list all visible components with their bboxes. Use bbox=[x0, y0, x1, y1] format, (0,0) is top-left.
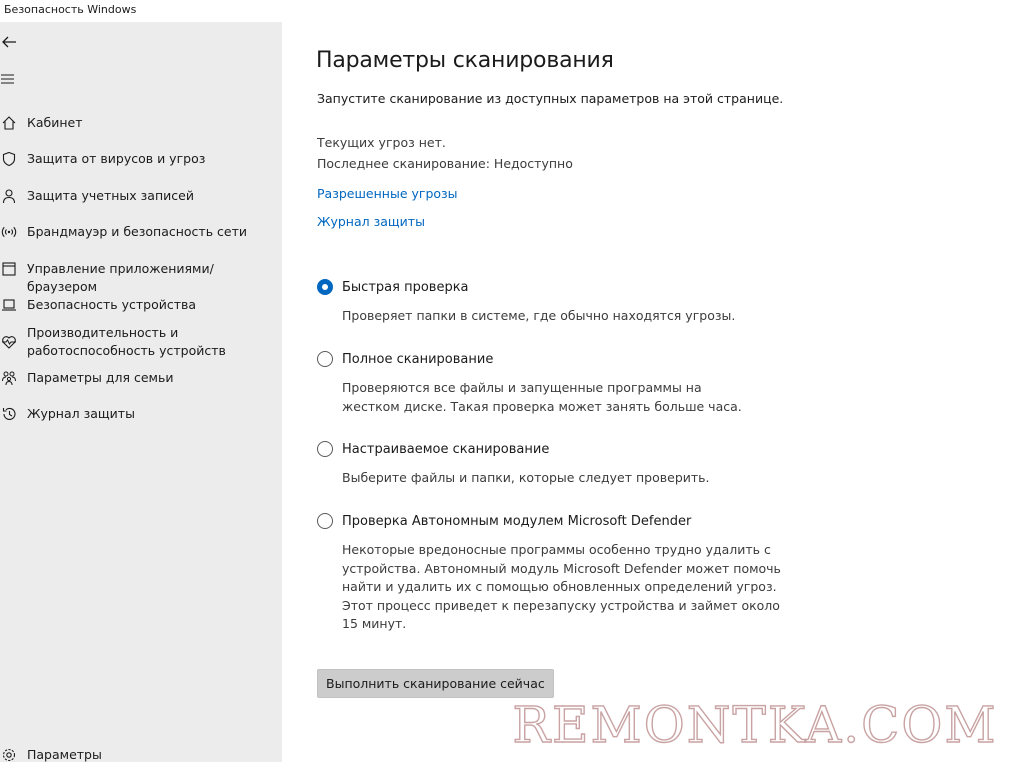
sidebar-item-family[interactable] bbox=[0, 369, 280, 387]
full-scan-radio[interactable] bbox=[317, 351, 333, 367]
offline-scan-radio[interactable] bbox=[317, 513, 333, 529]
sidebar bbox=[0, 22, 282, 762]
sidebar-item-label: Параметры bbox=[27, 747, 102, 762]
sidebar-item-label: Кабинет bbox=[27, 115, 83, 130]
threat-status: Текущих угроз нет. bbox=[317, 135, 446, 150]
full-scan-description: Проверяются все файлы и запущенные программы на жестком диске. Такая проверка может занять больше часа. bbox=[342, 380, 742, 414]
full-scan-label[interactable]: Полное сканирование bbox=[342, 351, 494, 367]
scan-option-full bbox=[317, 351, 837, 416]
back-arrow-icon bbox=[0, 33, 18, 51]
scan-now-button[interactable]: Выполнить сканирование сейчас bbox=[317, 669, 554, 698]
sidebar-item-virus-protection[interactable] bbox=[0, 150, 280, 168]
gear-icon bbox=[0, 746, 18, 764]
offline-scan-description: Некоторые вредоносные программы особенно трудно удалить с устройства. Автономный модуль Microsoft Defender может помочь найти и удалить их с помощью обновленных определений угроз. Этот процесс приведет к перезапуску устройства и займет около 15 минут. bbox=[342, 542, 781, 631]
allowed-threats-link[interactable]: Разрешенные угрозы bbox=[317, 186, 458, 201]
window-title: Безопасность Windows bbox=[4, 3, 137, 16]
history-icon bbox=[0, 405, 18, 423]
sidebar-item-device-security[interactable] bbox=[0, 296, 280, 314]
sidebar-item-settings[interactable] bbox=[0, 746, 280, 764]
sidebar-item-label: Брандмауэр и безопасность сети bbox=[27, 224, 248, 239]
wifi-icon bbox=[0, 223, 18, 241]
home-icon bbox=[0, 114, 18, 132]
shield-icon bbox=[0, 150, 18, 168]
back-button[interactable] bbox=[0, 32, 20, 52]
watermark-text: REMONTKA.COM bbox=[512, 696, 998, 754]
menu-button[interactable] bbox=[0, 69, 20, 89]
quick-scan-label[interactable]: Быстрая проверка bbox=[342, 279, 469, 295]
scan-option-offline bbox=[317, 513, 837, 634]
sidebar-item-label: Защита от вирусов и угроз bbox=[27, 151, 206, 166]
sidebar-item-label: Параметры для семьи bbox=[27, 370, 174, 385]
custom-scan-label[interactable]: Настраиваемое сканирование bbox=[342, 441, 550, 457]
sidebar-item-label: Производительность и работоспособность устройств bbox=[27, 325, 226, 358]
sidebar-item-account-protection[interactable] bbox=[0, 187, 280, 205]
heart-pulse-icon bbox=[0, 333, 18, 351]
sidebar-item-firewall[interactable] bbox=[0, 223, 280, 241]
custom-scan-description: Выберите файлы и папки, которые следует проверить. bbox=[342, 470, 710, 485]
quick-scan-description: Проверяет папки в системе, где обычно находятся угрозы. bbox=[342, 308, 736, 323]
sidebar-item-app-browser[interactable] bbox=[0, 260, 280, 296]
app-window-icon bbox=[0, 260, 18, 278]
sidebar-item-label: Защита учетных записей bbox=[27, 188, 194, 203]
sidebar-item-label: Управление приложениями/браузером bbox=[27, 261, 214, 294]
watermark bbox=[490, 688, 1020, 758]
title-bar bbox=[0, 0, 1024, 22]
page-title: Параметры сканирования bbox=[316, 48, 614, 73]
sidebar-item-label: Журнал защиты bbox=[27, 406, 135, 421]
sidebar-item-device-performance[interactable] bbox=[0, 324, 280, 360]
custom-scan-radio[interactable] bbox=[317, 441, 333, 457]
sidebar-item-protection-history[interactable] bbox=[0, 405, 280, 423]
scan-option-quick bbox=[317, 279, 837, 326]
family-icon bbox=[0, 369, 18, 387]
last-scan-status: Последнее сканирование: Недоступно bbox=[317, 156, 573, 171]
scan-option-custom bbox=[317, 441, 837, 488]
laptop-icon bbox=[0, 296, 18, 314]
sidebar-item-home[interactable] bbox=[0, 114, 280, 132]
main-content bbox=[282, 22, 1024, 762]
offline-scan-label[interactable]: Проверка Автономным модулем Microsoft Defender bbox=[342, 513, 692, 529]
sidebar-item-label: Безопасность устройства bbox=[27, 297, 197, 312]
hamburger-icon bbox=[0, 72, 16, 86]
page-subtitle: Запустите сканирование из доступных параметров на этой странице. bbox=[317, 91, 784, 106]
protection-history-link[interactable]: Журнал защиты bbox=[317, 214, 425, 229]
quick-scan-radio[interactable] bbox=[317, 279, 333, 295]
person-icon bbox=[0, 187, 18, 205]
